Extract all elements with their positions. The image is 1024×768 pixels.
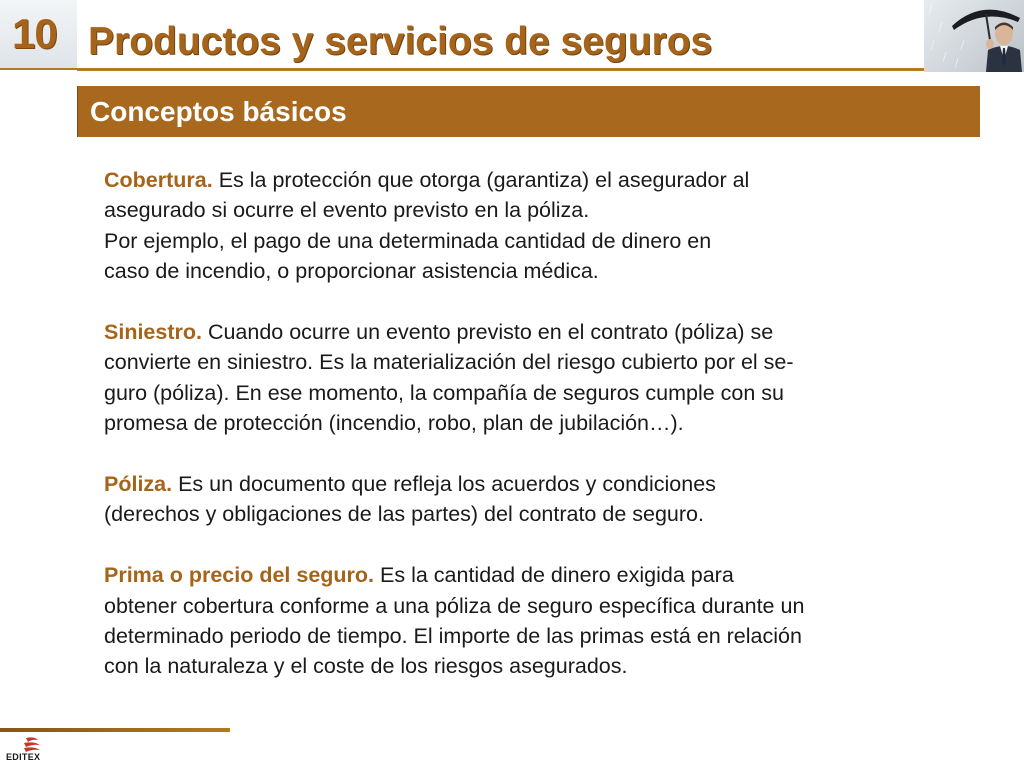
concept-line: promesa de protección (incendio, robo, plan de jubilación…). (104, 411, 684, 436)
concept-line: determinado periodo de tiempo. El importe de las primas está en relación (104, 624, 802, 649)
concept-cobertura (104, 165, 964, 287)
concept-line: Por ejemplo, el pago de una determinada cantidad de dinero en (104, 228, 712, 253)
concept-term: Cobertura. (104, 168, 213, 192)
section-banner (77, 86, 980, 137)
concept-poliza (104, 469, 964, 530)
page-title: Productos y servicios de seguros (88, 20, 713, 63)
concept-text: Es la protección que otorga (garantiza) el asegurador al (212, 168, 750, 192)
concept-term: Prima o precio del seguro. (104, 563, 375, 588)
concepts-content (104, 165, 964, 712)
concept-line: asegurado si ocurre el evento previsto en la póliza. (104, 198, 590, 223)
title-divider (77, 68, 924, 71)
concept-line: caso de incendio, o proporcionar asistencia médica. (104, 259, 599, 284)
chapter-number: 10 (12, 10, 57, 57)
concept-text: Es un documento que refleja los acuerdos y condiciones (172, 472, 716, 497)
chapter-badge (0, 0, 77, 70)
concept-line (104, 317, 964, 347)
footer-divider (0, 728, 230, 732)
concept-line (104, 165, 964, 195)
concept-prima (104, 560, 964, 682)
concept-siniestro (104, 317, 964, 439)
concept-line: obtener cobertura conforme a una póliza de seguro específica durante un (104, 593, 805, 618)
concept-line (104, 469, 964, 499)
concept-line: (derechos y obligaciones de las partes) del contrato de seguro. (104, 502, 704, 527)
concept-line (104, 560, 964, 590)
businessman-umbrella-photo (924, 0, 1024, 72)
businessman-umbrella-icon (924, 0, 1024, 72)
concept-line: con la naturaleza y el coste de los riesgos asegurados. (104, 654, 628, 679)
publisher-name: EDITEX (6, 752, 41, 762)
concept-line: guro (póliza). En ese momento, la compañía de seguros cumple con su (104, 380, 785, 405)
concept-term: Póliza. (104, 472, 173, 497)
concept-text: Cuando ocurre un evento previsto en el contrato (póliza) se (201, 320, 774, 345)
concept-line: convierte en siniestro. Es la materialización del riesgo cubierto por el se- (104, 350, 794, 375)
section-title: Conceptos básicos (90, 96, 347, 127)
concept-text: Es la cantidad de dinero exigida para (374, 563, 734, 588)
concept-term: Siniestro. (104, 320, 202, 345)
